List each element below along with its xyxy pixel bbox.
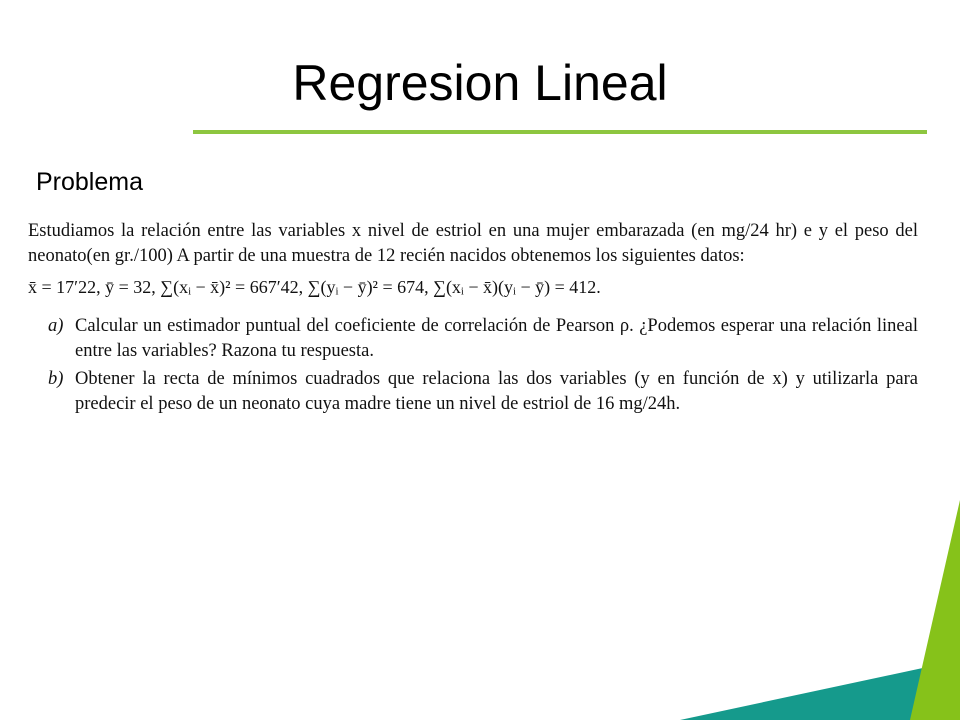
problem-statement [28, 219, 918, 420]
question-marker: b) [48, 369, 64, 389]
title-underline [193, 130, 927, 134]
question-text: Obtener la recta de mínimos cuadrados que relaciona las dos variables (y en función de x) y utilizarla para predecir el peso de un neonato cuya madre tiene un nivel de estriol de 16 mg/24h. [75, 369, 918, 414]
teal-corner-band [680, 660, 960, 720]
question-item-a [28, 314, 918, 364]
section-heading: Problema [36, 168, 143, 196]
slide-title: Regresion Lineal [292, 55, 668, 111]
green-corner-wedge [910, 500, 960, 720]
problem-intro: Estudiamos la relación entre las variables x nivel de estriol en una mujer embarazada (en mg/24 hr) e y el peso del neonato(en gr./100) A partir de una muestra de 12 recién nacidos obtenemos los siguientes datos: [28, 221, 918, 266]
question-list [28, 314, 918, 417]
question-item-b [28, 367, 918, 417]
question-text: Calcular un estimador puntual del coeficiente de correlación de Pearson ρ. ¿Podemos esperar una relación lineal entre las variables? Razona tu respuesta. [75, 316, 918, 361]
question-marker: a) [48, 316, 64, 336]
problem-data-formula: x̄ = 17′22, ȳ = 32, ∑(xᵢ − x̄)² = 667′42, ∑(yᵢ − ȳ)² = 674, ∑(xᵢ − x̄)(yᵢ − ȳ) = 412. [28, 277, 601, 297]
